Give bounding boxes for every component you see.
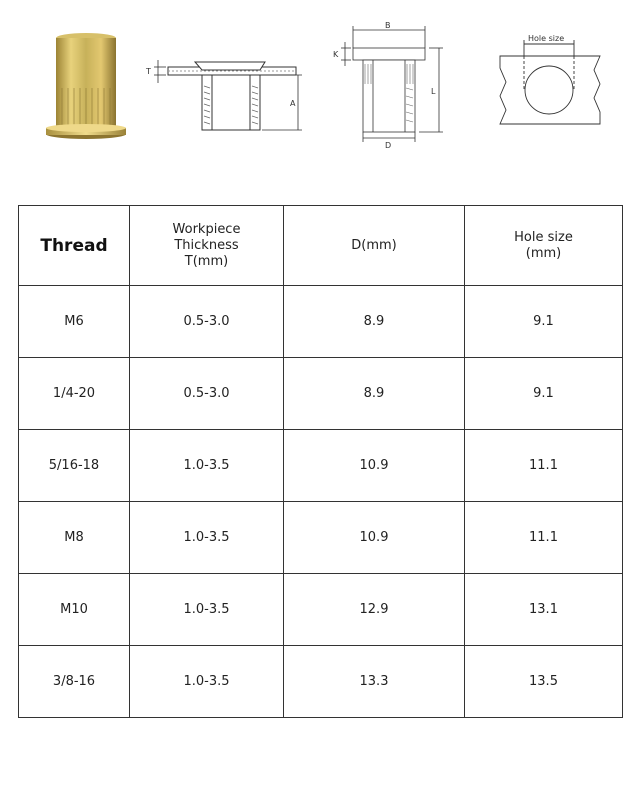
header-hole-line2: (mm) — [525, 245, 562, 261]
cell-thickness: 1.0-3.5 — [130, 430, 284, 502]
cell-thickness: 1.0-3.5 — [130, 502, 284, 574]
header-thickness — [130, 206, 284, 286]
table-row — [19, 430, 623, 502]
cell-hole: 13.1 — [465, 574, 623, 646]
label-l: L — [431, 87, 436, 96]
cell-thread: 3/8-16 — [19, 646, 130, 718]
installed-section-diagram — [140, 50, 310, 140]
cell-hole: 13.5 — [465, 646, 623, 718]
cell-thickness: 1.0-3.5 — [130, 646, 284, 718]
cell-d: 13.3 — [284, 646, 465, 718]
spec-table — [18, 205, 623, 718]
cell-hole: 9.1 — [465, 286, 623, 358]
table-row — [19, 646, 623, 718]
cell-hole: 11.1 — [465, 502, 623, 574]
cell-thickness: 0.5-3.0 — [130, 286, 284, 358]
cell-d: 8.9 — [284, 358, 465, 430]
cell-thread: M6 — [19, 286, 130, 358]
cell-thread: M8 — [19, 502, 130, 574]
header-thickness-line1: Workpiece — [172, 221, 241, 237]
table-row — [19, 286, 623, 358]
rivet-nut-photo — [40, 30, 132, 148]
cell-hole: 9.1 — [465, 358, 623, 430]
header-thread: Thread — [19, 206, 130, 286]
cell-d: 8.9 — [284, 286, 465, 358]
label-b: B — [385, 22, 391, 30]
header-d: D(mm) — [284, 206, 465, 286]
cell-thread: M10 — [19, 574, 130, 646]
label-a: A — [290, 99, 296, 108]
header-thickness-line2: Thickness — [174, 237, 239, 253]
cell-thread: 1/4-20 — [19, 358, 130, 430]
cell-thickness: 0.5-3.0 — [130, 358, 284, 430]
label-k: K — [333, 50, 339, 59]
header-hole-size — [465, 206, 623, 286]
label-hole-size: Hole size — [528, 34, 565, 43]
header-thickness-line3: T(mm) — [184, 253, 229, 269]
label-d: D — [385, 141, 392, 150]
cell-hole: 11.1 — [465, 430, 623, 502]
cell-d: 10.9 — [284, 502, 465, 574]
label-t: T — [146, 67, 151, 76]
header-hole-line1: Hole size — [514, 229, 573, 245]
product-figures — [0, 0, 640, 170]
table-row — [19, 574, 623, 646]
header-row — [19, 206, 623, 286]
table-row — [19, 358, 623, 430]
cell-d: 10.9 — [284, 430, 465, 502]
dimension-diagram — [325, 22, 450, 152]
cell-thread: 5/16-18 — [19, 430, 130, 502]
cell-thickness: 1.0-3.5 — [130, 574, 284, 646]
table-row — [19, 502, 623, 574]
cell-d: 12.9 — [284, 574, 465, 646]
hole-size-diagram — [494, 34, 606, 130]
